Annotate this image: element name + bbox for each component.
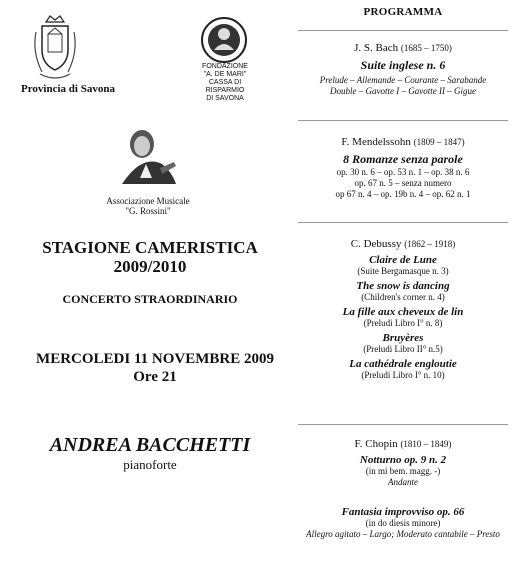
composer-name: J. S. Bach: [354, 42, 399, 54]
chopin-section: [290, 438, 516, 540]
provincia-label: Provincia di Savona: [21, 83, 115, 95]
composer-line: [290, 438, 516, 450]
fondazione-label: [186, 63, 264, 103]
piece-source: (Children's corner n. 4): [361, 292, 445, 302]
composer-dates: (1862 – 1918): [404, 239, 456, 249]
fondazione-line: DI SAVONA: [206, 95, 244, 102]
nocturne-key: (in mi bem. magg. -): [365, 466, 441, 476]
composer-dates: (1685 – 1750): [400, 43, 452, 53]
date-line: MERCOLEDI 11 NOVEMBRE 2009: [36, 351, 274, 367]
movement-line: Prelude – Allemande – Courante – Sarabande: [319, 75, 487, 85]
divider: [298, 424, 508, 425]
time-line: Ore 21: [133, 369, 177, 385]
fondazione-line: RISPARMIO: [205, 87, 245, 94]
nocturne-tempo: Andante: [388, 477, 418, 487]
piece-title: Bruyères: [382, 332, 424, 344]
piece-title: La cathédrale engloutie: [349, 358, 457, 370]
opus-line: op. 67 n. 5 – senza numero: [354, 178, 452, 188]
fantasia-title: Fantasia improvviso op. 66: [341, 506, 465, 518]
mendelssohn-section: [290, 136, 516, 200]
debussy-section: [290, 238, 516, 381]
fondazione-line: "A. DE MARI": [203, 71, 247, 78]
association-line: Associazione Musicale: [106, 196, 190, 206]
fondazione-line: FONDAZIONE: [202, 63, 248, 70]
divider: [298, 120, 508, 121]
piece-source: (Preludi Libro I° n. 8): [363, 318, 443, 328]
piece-title: The snow is dancing: [356, 280, 450, 292]
fantasia-tempo: Allegro agitato – Largo; Moderato cantabile – Presto: [306, 529, 500, 539]
piece-source: (Suite Bergamasque n. 3): [357, 266, 449, 276]
association-line: "G. Rossini": [125, 206, 171, 216]
concert-date: [10, 350, 300, 386]
fondazione-seal-icon: [196, 14, 252, 70]
programma-heading: PROGRAMMA: [363, 6, 443, 18]
fantasia-key: (in do diesis minore): [365, 518, 441, 528]
performer-role: pianoforte: [123, 457, 177, 472]
bach-section: [290, 42, 516, 97]
association-label: [88, 196, 208, 216]
piece-title: Claire de Lune: [369, 254, 437, 266]
provincia-coat-of-arms-icon: [30, 12, 80, 92]
movement-line: Double – Gavotte I – Gavotte II – Gigue: [330, 86, 476, 96]
composer-name: C. Debussy: [350, 238, 402, 250]
composer-dates: (1809 – 1847): [413, 137, 465, 147]
season-year: 2009/2010: [113, 257, 187, 276]
work-title: Suite inglese n. 6: [360, 58, 446, 72]
piece-source: (Preludi Libro I° n. 10): [361, 370, 445, 380]
work-title: 8 Romanze senza parole: [343, 152, 463, 166]
season-title: [10, 238, 290, 276]
season-title-line: STAGIONE CAMERISTICA: [42, 238, 258, 257]
divider: [298, 30, 508, 31]
composer-name: F. Chopin: [354, 438, 398, 450]
composer-line: [290, 238, 516, 250]
composer-line: [290, 136, 516, 148]
fondazione-line: CASSA DI: [208, 79, 242, 86]
composer-name: F. Mendelssohn: [341, 136, 411, 148]
composer-line: [290, 42, 516, 54]
opus-line: op. 30 n. 6 – op. 53 n. 1 – op. 38 n. 6: [336, 167, 470, 177]
performer-name: ANDREA BACCHETTI: [49, 434, 251, 456]
rossini-portrait-icon: [116, 124, 182, 194]
piece-source: (Preludi Libro II° n.5): [363, 344, 443, 354]
concert-type: CONCERTO STRAORDINARIO: [62, 292, 238, 306]
piece-title: La fille aux cheveux de lin: [342, 306, 464, 318]
divider: [298, 222, 508, 223]
opus-line: op 67 n. 4 – op. 19b n. 4 – op. 62 n. 1: [335, 189, 471, 199]
nocturne-title: Notturno op. 9 n. 2: [359, 454, 447, 466]
composer-dates: (1810 – 1849): [400, 439, 452, 449]
